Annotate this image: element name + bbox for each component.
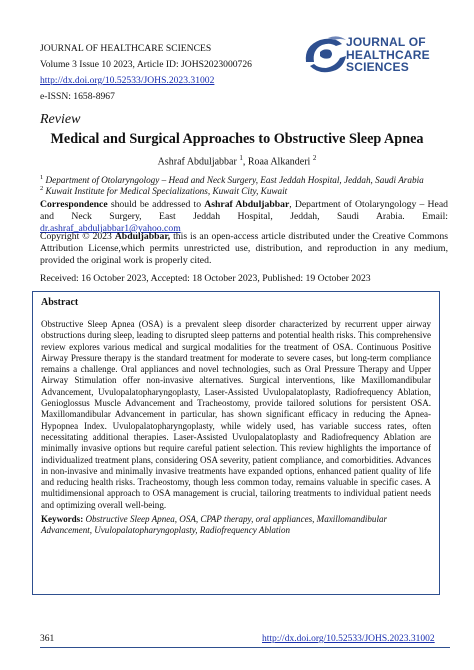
correspondence-name: Ashraf Abduljabbar [204, 199, 290, 210]
author-1-sup: 1 [239, 154, 243, 162]
affiliation-2-sup: 2 [40, 185, 44, 192]
publication-dates: Received: 16 October 2023, Accepted: 18 October 2023, Published: 19 October 2023 [40, 273, 371, 284]
footer-rule [40, 647, 450, 648]
eissn: e-ISSN: 1658-8967 [40, 91, 115, 102]
keywords-text: Obstructive Sleep Apnea, OSA, CPAP therapy, oral appliances, Maxillomandibular Advancement, Uvulopalatopharyngoplasty, Radiofrequency Ablation [41, 514, 388, 536]
author-1: Ashraf Abduljabbar [157, 156, 237, 168]
affiliation-2-text: Kuwait Institute for Medical Specializations, Kuwait City, Kuwait [45, 186, 288, 197]
abstract-body: Obstructive Sleep Apnea (OSA) is a prevalent sleep disorder characterized by recurrent upper airway obstructions during sleep, leading to disrupted sleep patterns and potential health risks. This comprehensive review explores various medical and surgical modalities for the treatment of OSA. Continuous Positive Airway Pressure therapy is the standard treatment for moderate to severe cases, but long-term compliance remains a challenge. Oral appliances and novel technologies, such as Oral Pressure Therapy and Upper Airway Stimulation offer non-invasive alternatives. Surgical interventions, like Maxillomandibular Advancement, Uvulopalatopharyngoplasty, Laser-Assisted Uvulopalatoplasty, Radiofrequency Ablation, Genioglossus Muscle Advancement and Tracheostomy, provide tailored solutions for persistent OSA. Maxillomandibular Advancement in particular, has shown significant efficacy in reducing the Apnea-Hypopnea Index. Uvulopalatopharyngoplasty, while widely used, has variable success rates, often necessitating additional therapies. Laser-Assisted Uvulopalatoplasty and Radiofrequency Ablation are minimally invasive options but require careful patient selection. This review highlights the importance of individualized treatment plans, considering OSA severity, patient compliance, and comorbidities. Advances in non-invasive and minimally invasive treatments have expanded options, enhanced patient quality of life and reducing health risks. Tracheostomy, though less common today, remains valuable in specific cases. A multidimensional approach to OSA management is crucial, tailoring treatments to individual patient needs and optimizing overall well-being. [41, 319, 431, 510]
keywords: Keywords: Obstructive Sleep Apnea, OSA, CPAP therapy, oral appliances, Maxillomandibular Advancement, Uvulopalatopharyngoplasty, Radiofrequency Ablation [41, 514, 388, 536]
logo-line-1: JOURNAL OF [346, 35, 426, 49]
copyright-text-2: this is an open-access article distributed under the Creative Commons Attribution License,which permits unrestricted use, distribution, and reproduction in any medium, provided the original work is properly cited. [40, 231, 449, 266]
article-title: Medical and Surgical Approaches to Obstructive Sleep Apnea [50, 131, 424, 147]
copyright-name: Abduljabbar, [114, 231, 171, 242]
logo-line-3: SCIENCES [346, 60, 409, 74]
affiliation-2 [40, 183, 287, 197]
correspondence [40, 199, 448, 235]
volume-info: Volume 3 Issue 10 2023, Article ID: JOHS2023000726 [40, 59, 252, 70]
abstract-heading: Abstract [41, 297, 79, 308]
footer-doi-link[interactable]: http://dx.doi.org/10.52533/JOHS.2023.31002 [262, 634, 435, 644]
page-number: 361 [40, 634, 55, 644]
keywords-label: Keywords [41, 514, 81, 524]
affiliation-1-text: Department of Otolaryngology – Head and Neck Surgery, East Jeddah Hospital, Jeddah, Saudi Arabia [45, 175, 424, 186]
logo-line-2: HEALTHCARE [346, 47, 430, 62]
correspondence-label: Correspondence [40, 199, 108, 210]
author-2: , Roaa Alkanderi [242, 156, 311, 168]
author-2-sup: 2 [312, 154, 317, 162]
correspondence-email-link[interactable]: dr.ashraf_abduljabbar1@yahoo.com [40, 223, 181, 234]
globe-icon [300, 32, 352, 84]
journal-name: JOURNAL OF HEALTHCARE SCIENCES [40, 43, 212, 54]
affiliation-1-sup: 1 [40, 174, 44, 181]
abstract-box [32, 291, 440, 595]
copyright-notice [40, 231, 448, 267]
header-doi-link[interactable]: http://dx.doi.org/10.52533/JOHS.2023.31002 [40, 75, 215, 86]
copyright-text-1: Copyright © 2023 [40, 231, 115, 242]
journal-logo [300, 32, 450, 84]
author-list [0, 154, 474, 167]
correspondence-text-2: , Department of Otolaryngology – Head and Neck Surgery, East Jeddah Hospital, Jeddah, Saudi Arabia. Email: [40, 199, 449, 222]
article-type: Review [40, 112, 81, 127]
correspondence-text-1: should be addressed to [107, 199, 205, 210]
